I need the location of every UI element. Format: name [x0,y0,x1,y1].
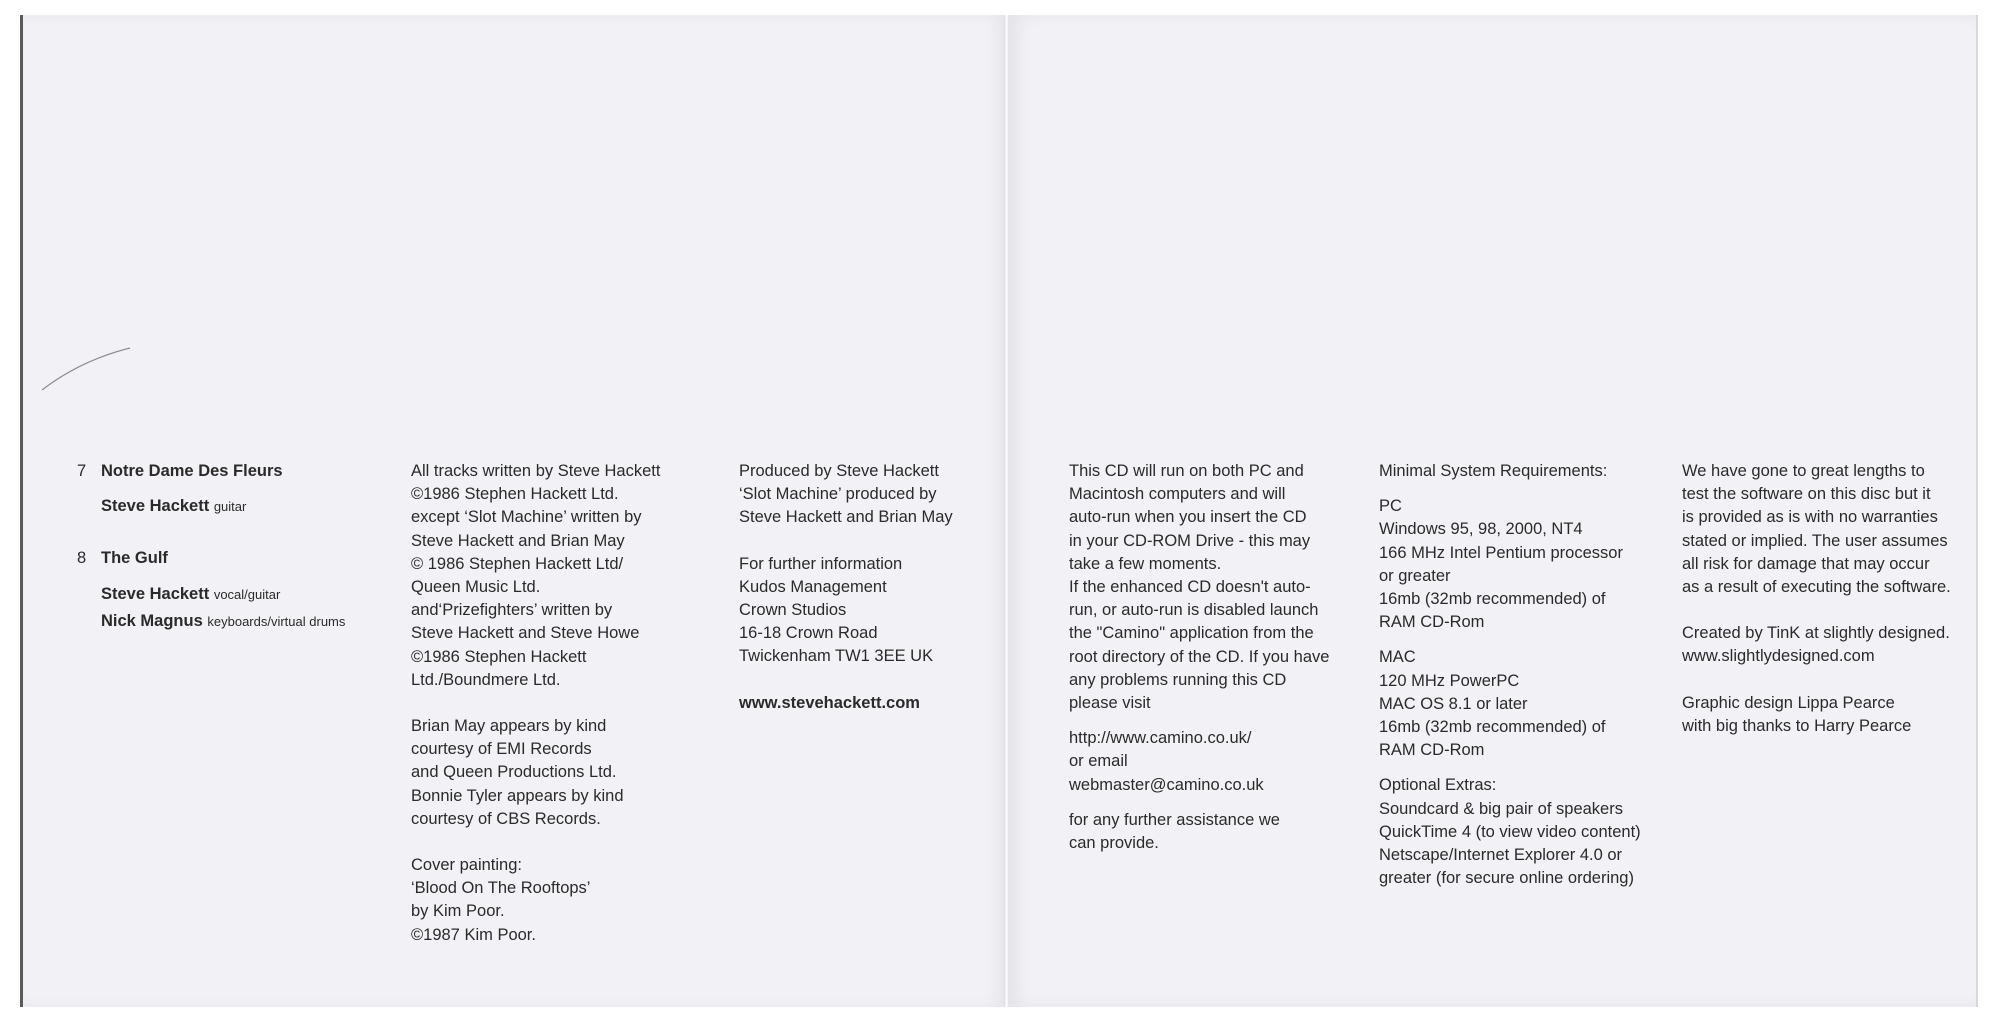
credit-line: All tracks written by Steve Hackett [411,462,661,480]
paper-crease-mark [40,346,132,392]
performer-role: vocal/guitar [213,587,281,602]
disclaimer-line: We have gone to great lengths to [1682,462,1925,480]
track-performer [101,495,246,518]
mac-requirement-line: MAC OS 8.1 or later [1379,694,1528,713]
track-title: Notre Dame Des Fleurs [101,462,283,480]
credit-line: ©1986 Stephen Hackett [411,647,587,666]
track-number: 7 [77,462,87,480]
track-item [77,460,337,483]
disclaimer-column [1682,460,1951,738]
cdrom-line: please visit [1069,694,1151,713]
performer-name: Nick Magnus [101,612,203,630]
closing-line: for any further assistance we [1069,810,1280,829]
track-title: The Gulf [101,549,168,567]
production-line: Produced by Steve Hackett [739,462,939,480]
appearance-line: courtesy of EMI Records [411,740,592,759]
requirements-column [1379,460,1641,890]
cdrom-line: take a few moments. [1069,554,1222,573]
credits-column [411,460,660,947]
appearance-line: Bonnie Tyler appears by kind [411,786,624,805]
performer-name: Steve Hackett [101,585,210,603]
cover-credit-line: ©1987 Kim Poor. [411,925,536,944]
mac-requirement-line: 120 MHz PowerPC [1379,671,1520,690]
production-column [739,460,953,715]
credit-line: Steve Hackett and Brian May [411,531,625,550]
mac-requirement-line: 16mb (32mb recommended) of [1379,718,1606,737]
track-number: 8 [77,549,87,567]
cover-credit-line: ‘Blood On The Rooftops’ [411,879,591,898]
extras-line: Netscape/Internet Explorer 4.0 or [1379,846,1623,865]
pc-requirement-line: Windows 95, 98, 2000, NT4 [1379,520,1583,539]
contact-line: or email [1069,752,1128,771]
appearance-line: courtesy of CBS Records. [411,809,601,828]
cover-credit-line: Cover painting: [411,856,522,875]
cdrom-line: Macintosh computers and will [1069,485,1286,504]
closing-line: can provide. [1069,834,1159,853]
pc-requirement-line: 166 MHz Intel Pentium processor [1379,543,1623,562]
credit-line: ©1986 Stephen Hackett Ltd. [411,485,619,504]
credit-line: © 1986 Stephen Hackett Ltd/ [411,554,624,573]
requirements-heading: Minimal System Requirements: [1379,462,1608,480]
info-line: 16-18 Crown Road [739,624,878,643]
pc-requirement-line: RAM CD-Rom [1379,613,1485,632]
extras-line: QuickTime 4 (to view video content) [1379,822,1641,841]
credit-line: and‘Prizefighters’ written by [411,601,613,620]
cover-credit-line: by Kim Poor. [411,902,505,921]
contact-url: http://www.camino.co.uk/ [1069,729,1252,748]
disclaimer-line: is provided as is with no warranties [1682,508,1938,527]
pc-requirement-line: 16mb (32mb recommended) of [1379,590,1606,609]
info-line: Kudos Management [739,577,887,596]
extras-line: Soundcard & big pair of speakers [1379,799,1623,818]
cdrom-line: any problems running this CD [1069,670,1287,689]
appearance-line: and Queen Productions Ltd. [411,763,617,782]
appearance-line: Brian May appears by kind [411,717,607,736]
production-line: Steve Hackett and Brian May [739,508,953,527]
mac-requirement-line: RAM CD-Rom [1379,741,1485,760]
cdrom-line: auto-run when you insert the CD [1069,508,1307,527]
extras-line: Optional Extras: [1379,776,1497,795]
design-credit-line: Graphic design Lippa Pearce [1682,693,1895,712]
created-by-url: www.slightlydesigned.com [1682,647,1875,666]
info-line: Twickenham TW1 3EE UK [739,647,934,666]
cdrom-line: This CD will run on both PC and [1069,462,1304,480]
cdrom-line: If the enhanced CD doesn't auto- [1069,578,1311,597]
info-line: Crown Studios [739,601,847,620]
performer-role: guitar [213,499,247,514]
credit-line: Ltd./Boundmere Ltd. [411,670,561,689]
contact-email: webmaster@camino.co.uk [1069,775,1264,794]
performer-name: Steve Hackett [101,497,210,515]
pc-requirement-line: PC [1379,497,1402,516]
created-by-line: Created by TinK at slightly designed. [1682,624,1950,643]
track-performer [101,583,280,606]
website-url: www.stevehackett.com [739,693,920,712]
pc-requirement-line: or greater [1379,566,1451,585]
design-credit-line: with big thanks to Harry Pearce [1682,716,1912,735]
track-performer [101,610,345,633]
disclaimer-line: all risk for damage that may occur [1682,554,1930,573]
mac-requirement-line: MAC [1379,648,1416,667]
cdrom-line: the "Camino" application from the [1069,624,1314,643]
disclaimer-line: test the software on this disc but it [1682,485,1931,504]
credit-line: Queen Music Ltd. [411,578,541,597]
production-line: ‘Slot Machine’ produced by [739,485,937,504]
cdrom-line: in your CD-ROM Drive - this may [1069,531,1311,550]
extras-line: greater (for secure online ordering) [1379,869,1634,888]
cdrom-line: run, or auto-run is disabled launch [1069,601,1319,620]
info-line: For further information [739,554,903,573]
cdrom-line: root directory of the CD. If you have [1069,647,1330,666]
credit-line: Steve Hackett and Steve Howe [411,624,640,643]
track-item [77,547,337,570]
cdrom-info-column [1069,460,1329,855]
disclaimer-line: as a result of executing the software. [1682,578,1951,597]
credit-line: except ‘Slot Machine’ written by [411,508,642,527]
disclaimer-line: stated or implied. The user assumes [1682,531,1948,550]
performer-role: keyboards/virtual drums [207,614,346,629]
